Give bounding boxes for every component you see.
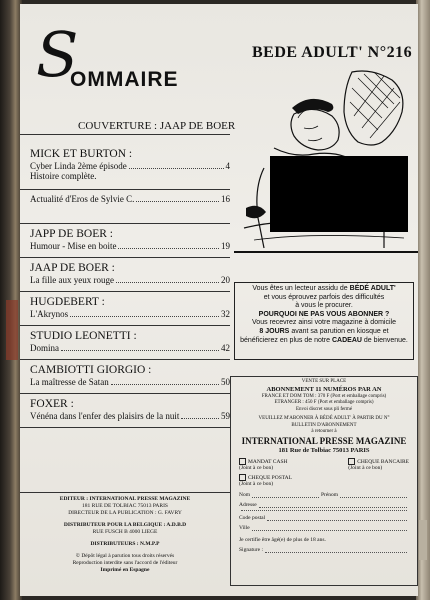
adjacent-page-strip xyxy=(6,300,18,360)
form-publisher: INTERNATIONAL PRESSE MAGAZINE xyxy=(241,435,407,446)
entry-line xyxy=(30,194,230,204)
subscription-promo xyxy=(234,282,414,360)
contents-entry xyxy=(20,190,230,224)
title-rest: OMMAIRE xyxy=(70,68,179,91)
entry-title: Histoire complète. xyxy=(30,171,97,181)
publisher-address: 181 RUE DE TOLBIAC 75013 PARIS xyxy=(82,503,168,509)
contents-entry xyxy=(20,258,230,292)
contents-entry xyxy=(20,144,230,190)
legal-line: © Dépôt légal à parution tous droits réservés xyxy=(75,553,175,559)
entry-title: L'Akrynos xyxy=(30,309,69,319)
divider xyxy=(20,427,230,428)
promo-line: et vous éprouvez parfois des difficultés xyxy=(263,293,385,301)
entry-line xyxy=(30,411,230,421)
promo-line: bénéficierez en plus de notre xyxy=(240,336,331,344)
subscription-form xyxy=(230,376,418,586)
form-start-issue[interactable]: VEUILLEZ M'ABONNER À BÉDÉ ADULT' À PARTIR DU N° xyxy=(258,416,390,421)
entry-artist: JAAP DE BOER : xyxy=(30,262,115,274)
printed-in: Imprimé en Espagne xyxy=(100,567,150,573)
page-title xyxy=(36,16,236,96)
promo-gift: CADEAU xyxy=(331,336,362,344)
form-price-france: FRANCE ET DOM TOM : 370 F (Port et emballage compris) xyxy=(261,393,387,399)
contents-entry xyxy=(20,224,230,258)
promo-question: POURQUOI NE PAS VOUS ABONNER ? xyxy=(258,310,390,318)
entry-title: La maîtresse de Satan xyxy=(30,377,109,387)
entry-artist: MICK ET BURTON : xyxy=(30,148,133,160)
page-edge-mark xyxy=(419,520,427,560)
option-note: (Joint à ce bon) xyxy=(239,480,274,487)
entry-page-number: 59 xyxy=(221,411,230,421)
entry-page-number: 19 xyxy=(221,241,230,251)
leader-dots xyxy=(61,343,219,351)
belgium-distributor: DISTRIBUTEUR POUR LA BELGIQUE : A.D.B.D xyxy=(63,522,187,528)
leader-dots xyxy=(70,309,219,317)
mandat-checkbox[interactable] xyxy=(239,458,246,465)
promo-brand: BÉDÉ ADULT' xyxy=(349,285,396,292)
option-note: (Joint à ce bon) xyxy=(239,464,274,471)
nom-field[interactable] xyxy=(252,490,319,498)
entry-artist: FOXER : xyxy=(30,398,74,410)
entry-title: La fille aux yeux rouge xyxy=(30,275,114,285)
entry-page-number: 16 xyxy=(221,194,230,204)
entry-line xyxy=(30,241,230,251)
prenom-field[interactable] xyxy=(340,490,407,498)
belgium-address: RUE FUSCH B 4000 LIEGE xyxy=(92,529,158,535)
issue-number: BEDE ADULT' N°216 xyxy=(252,44,413,61)
entry-title: Humour - Mise en boite xyxy=(30,241,117,251)
field-label: Prénom xyxy=(320,491,339,498)
contents-list xyxy=(20,144,230,428)
option-label: CHEQUE BANCAIRE xyxy=(357,458,409,465)
entry-artist: JAPP DE BOER : xyxy=(30,228,113,240)
entry-title: Domina xyxy=(30,343,59,353)
cover-credit: COUVERTURE : JAAP DE BOER xyxy=(78,120,236,132)
adresse-line-2[interactable] xyxy=(241,510,407,511)
leader-dots xyxy=(181,411,219,419)
entry-artist: HUGDEBERT : xyxy=(30,296,105,308)
entry-page-number: 50 xyxy=(221,377,230,387)
entry-title: Vénéna dans l'enfer des plaisirs de la nuit xyxy=(30,411,180,421)
entry-title: Actualité d'Eros de Sylvie C. xyxy=(30,194,135,204)
field-label: Nom xyxy=(239,491,250,498)
form-line: Envoi discret sous pli fermé xyxy=(295,406,353,412)
leader-dots xyxy=(116,275,219,283)
entry-line xyxy=(30,377,230,387)
entry-artist: STUDIO LEONETTI : xyxy=(30,330,137,342)
binding-left xyxy=(0,0,22,600)
promo-line: Vous êtes un lecteur assidu de xyxy=(252,285,348,292)
contents-entry xyxy=(20,292,230,326)
entry-line xyxy=(30,161,230,171)
code-postal-field[interactable] xyxy=(267,513,407,521)
publication-director: DIRECTEUR DE LA PUBLICATION : G. FAVRY xyxy=(68,510,182,516)
age-statement: Je certifie être âgé(e) de plus de 18 ans. xyxy=(239,536,326,543)
signature-field[interactable] xyxy=(265,545,407,553)
legal-line: Reproduction interdite sans l'accord de l'éditeur xyxy=(72,560,178,566)
leader-dots xyxy=(136,194,219,202)
contents-entry xyxy=(20,326,230,360)
distributors: DISTRIBUTEURS : N.M.P.P xyxy=(90,541,160,547)
leader-dots xyxy=(111,377,219,385)
cheque-postal-checkbox[interactable] xyxy=(239,474,246,481)
entry-title: Cyber Linda 2ème épisode xyxy=(30,161,127,171)
form-price-abroad: ETRANGER : 450 F (Port et emballage compris) xyxy=(274,400,374,405)
form-line: VENTE SUR PLACE xyxy=(301,379,347,384)
adresse-field[interactable] xyxy=(259,500,407,508)
promo-line: de bienvenue. xyxy=(363,336,408,344)
leader-dots xyxy=(129,161,224,169)
option-label: CHEQUE POSTAL xyxy=(248,474,293,481)
promo-line: à vous le procurer. xyxy=(295,302,353,310)
entry-artist: CAMBIOTTI GIORGIO : xyxy=(30,364,152,376)
form-address: 181 Rue de Tolbiac 75013 PARIS xyxy=(278,446,370,454)
colophon xyxy=(20,492,230,574)
option-note: (Joint à ce bon) xyxy=(348,464,383,471)
entry-line xyxy=(30,309,230,319)
field-label: Adresse xyxy=(239,501,257,508)
divider xyxy=(20,134,230,135)
promo-line: Vous recevrez ainsi votre magazine à domicile xyxy=(252,319,396,327)
field-label: Ville xyxy=(239,524,250,531)
entry-page-number: 32 xyxy=(221,309,230,319)
entry-page-number: 42 xyxy=(221,343,230,353)
promo-line: avant sa parution en kiosque et xyxy=(291,327,389,335)
ville-field[interactable] xyxy=(252,523,407,531)
leader-dots xyxy=(118,241,219,249)
form-line: BULLETIN D'ABONNEMENT xyxy=(291,422,357,428)
entry-line xyxy=(30,343,230,353)
field-label: Code postal xyxy=(239,514,266,521)
contents-entry xyxy=(20,360,230,394)
entry-line xyxy=(30,171,230,181)
form-heading: ABONNEMENT 11 NUMÉROS PAR AN xyxy=(266,385,382,393)
entry-line xyxy=(30,275,230,285)
magazine-page xyxy=(20,4,418,596)
cheque-bancaire-checkbox[interactable] xyxy=(348,458,355,465)
page-edge-right xyxy=(416,0,430,600)
publisher-line: EDITEUR : INTERNATIONAL PRESSE MAGAZINE xyxy=(59,496,191,502)
title-initial: S xyxy=(36,18,79,91)
entry-page-number: 4 xyxy=(225,161,230,171)
entry-page-number: 20 xyxy=(221,275,230,285)
contents-entry xyxy=(20,394,230,428)
censor-block xyxy=(270,156,408,232)
promo-highlight: 8 JOURS xyxy=(259,327,290,335)
option-label: MANDAT CASH xyxy=(248,458,288,465)
field-label: Signature : xyxy=(239,546,263,553)
form-line: à retourner à xyxy=(311,429,337,434)
